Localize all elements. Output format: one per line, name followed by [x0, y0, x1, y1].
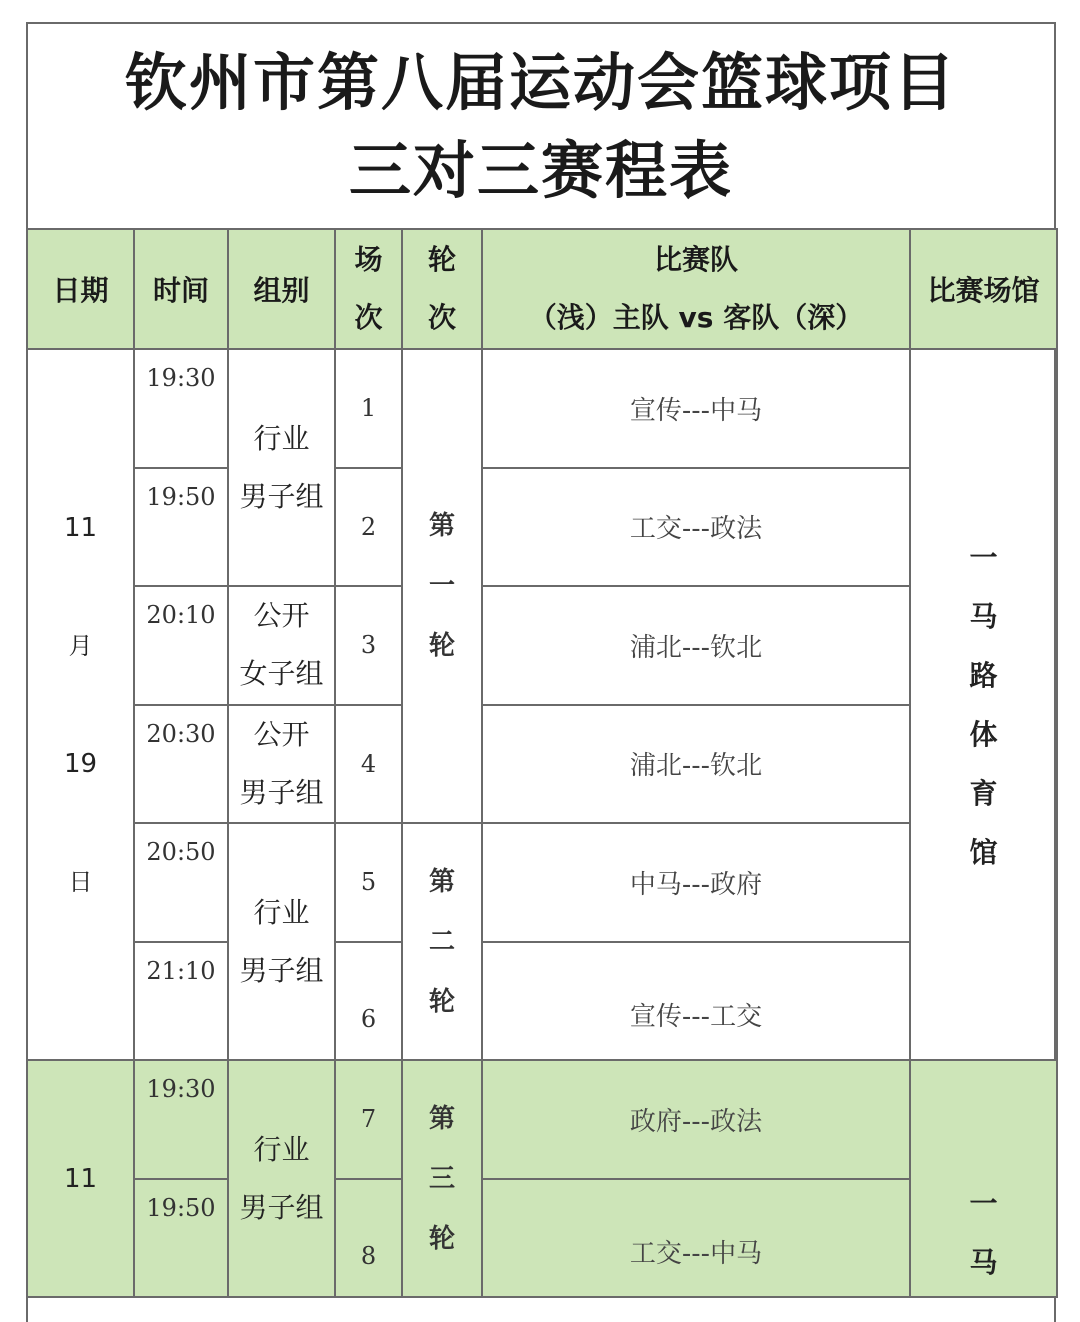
table-row	[27, 705, 1057, 824]
match-cell: 浦北---钦北	[482, 586, 910, 705]
header-group: 组别	[228, 229, 335, 349]
header-venue: 比赛场馆	[910, 229, 1057, 349]
table-row	[27, 586, 1057, 705]
match-cell: 宣传---中马	[482, 349, 910, 468]
match-no-cell: 7	[335, 1060, 402, 1179]
venue-cell-day1: 一 马 路 体 育 馆	[910, 349, 1057, 1060]
match-no-cell: 6	[335, 942, 402, 1061]
venue-cell-day2: 一 马	[910, 1060, 1057, 1297]
match-cell: 宣传---工交	[482, 942, 910, 1061]
time-cell: 19:30	[134, 349, 228, 468]
round-cell-2: 第 二 轮	[402, 823, 482, 1060]
header-teams: 比赛队 （浅）主队 vs 客队（深）	[482, 229, 910, 349]
title-line-2: 三对三赛程表	[348, 134, 733, 207]
match-no-cell: 8	[335, 1179, 402, 1298]
table-row	[27, 1179, 1057, 1298]
group-cell: 行业 男子组	[228, 349, 335, 586]
match-no-cell: 3	[335, 586, 402, 705]
match-cell: 中马---政府	[482, 823, 910, 942]
match-cell: 政府---政法	[482, 1060, 910, 1179]
header-match-no: 场 次	[335, 229, 402, 349]
time-cell: 20:10	[134, 586, 228, 705]
schedule-table	[26, 228, 1058, 1298]
header-row	[27, 229, 1057, 349]
time-cell: 19:50	[134, 1179, 228, 1298]
header-date: 日期	[27, 229, 134, 349]
group-cell: 公开 女子组	[228, 586, 335, 705]
page-title	[28, 24, 1054, 230]
group-cell: 行业 男子组	[228, 823, 335, 1060]
time-cell: 19:50	[134, 468, 228, 587]
time-cell: 20:50	[134, 823, 228, 942]
header-round: 轮 次	[402, 229, 482, 349]
table-row	[27, 823, 1057, 942]
match-cell: 工交---中马	[482, 1179, 910, 1298]
date-cell-day2: 11	[27, 1060, 134, 1297]
date-cell-day1: 11 月 19 日	[27, 349, 134, 1060]
match-no-cell: 1	[335, 349, 402, 468]
time-cell: 20:30	[134, 705, 228, 824]
match-no-cell: 2	[335, 468, 402, 587]
table-row	[27, 1060, 1057, 1179]
match-no-cell: 4	[335, 705, 402, 824]
time-cell: 19:30	[134, 1060, 228, 1179]
header-time: 时间	[134, 229, 228, 349]
table-row	[27, 349, 1057, 468]
table-row	[27, 468, 1057, 587]
round-cell-3: 第 三 轮	[402, 1060, 482, 1297]
title-line-1: 钦州市第八届运动会篮球项目	[124, 46, 957, 119]
match-no-cell: 5	[335, 823, 402, 942]
group-cell: 行业 男子组	[228, 1060, 335, 1297]
time-cell: 21:10	[134, 942, 228, 1061]
round-cell-1: 第 一 轮	[402, 349, 482, 823]
match-cell: 浦北---钦北	[482, 705, 910, 824]
table-row	[27, 942, 1057, 1061]
group-cell: 公开 男子组	[228, 705, 335, 824]
match-cell: 工交---政法	[482, 468, 910, 587]
